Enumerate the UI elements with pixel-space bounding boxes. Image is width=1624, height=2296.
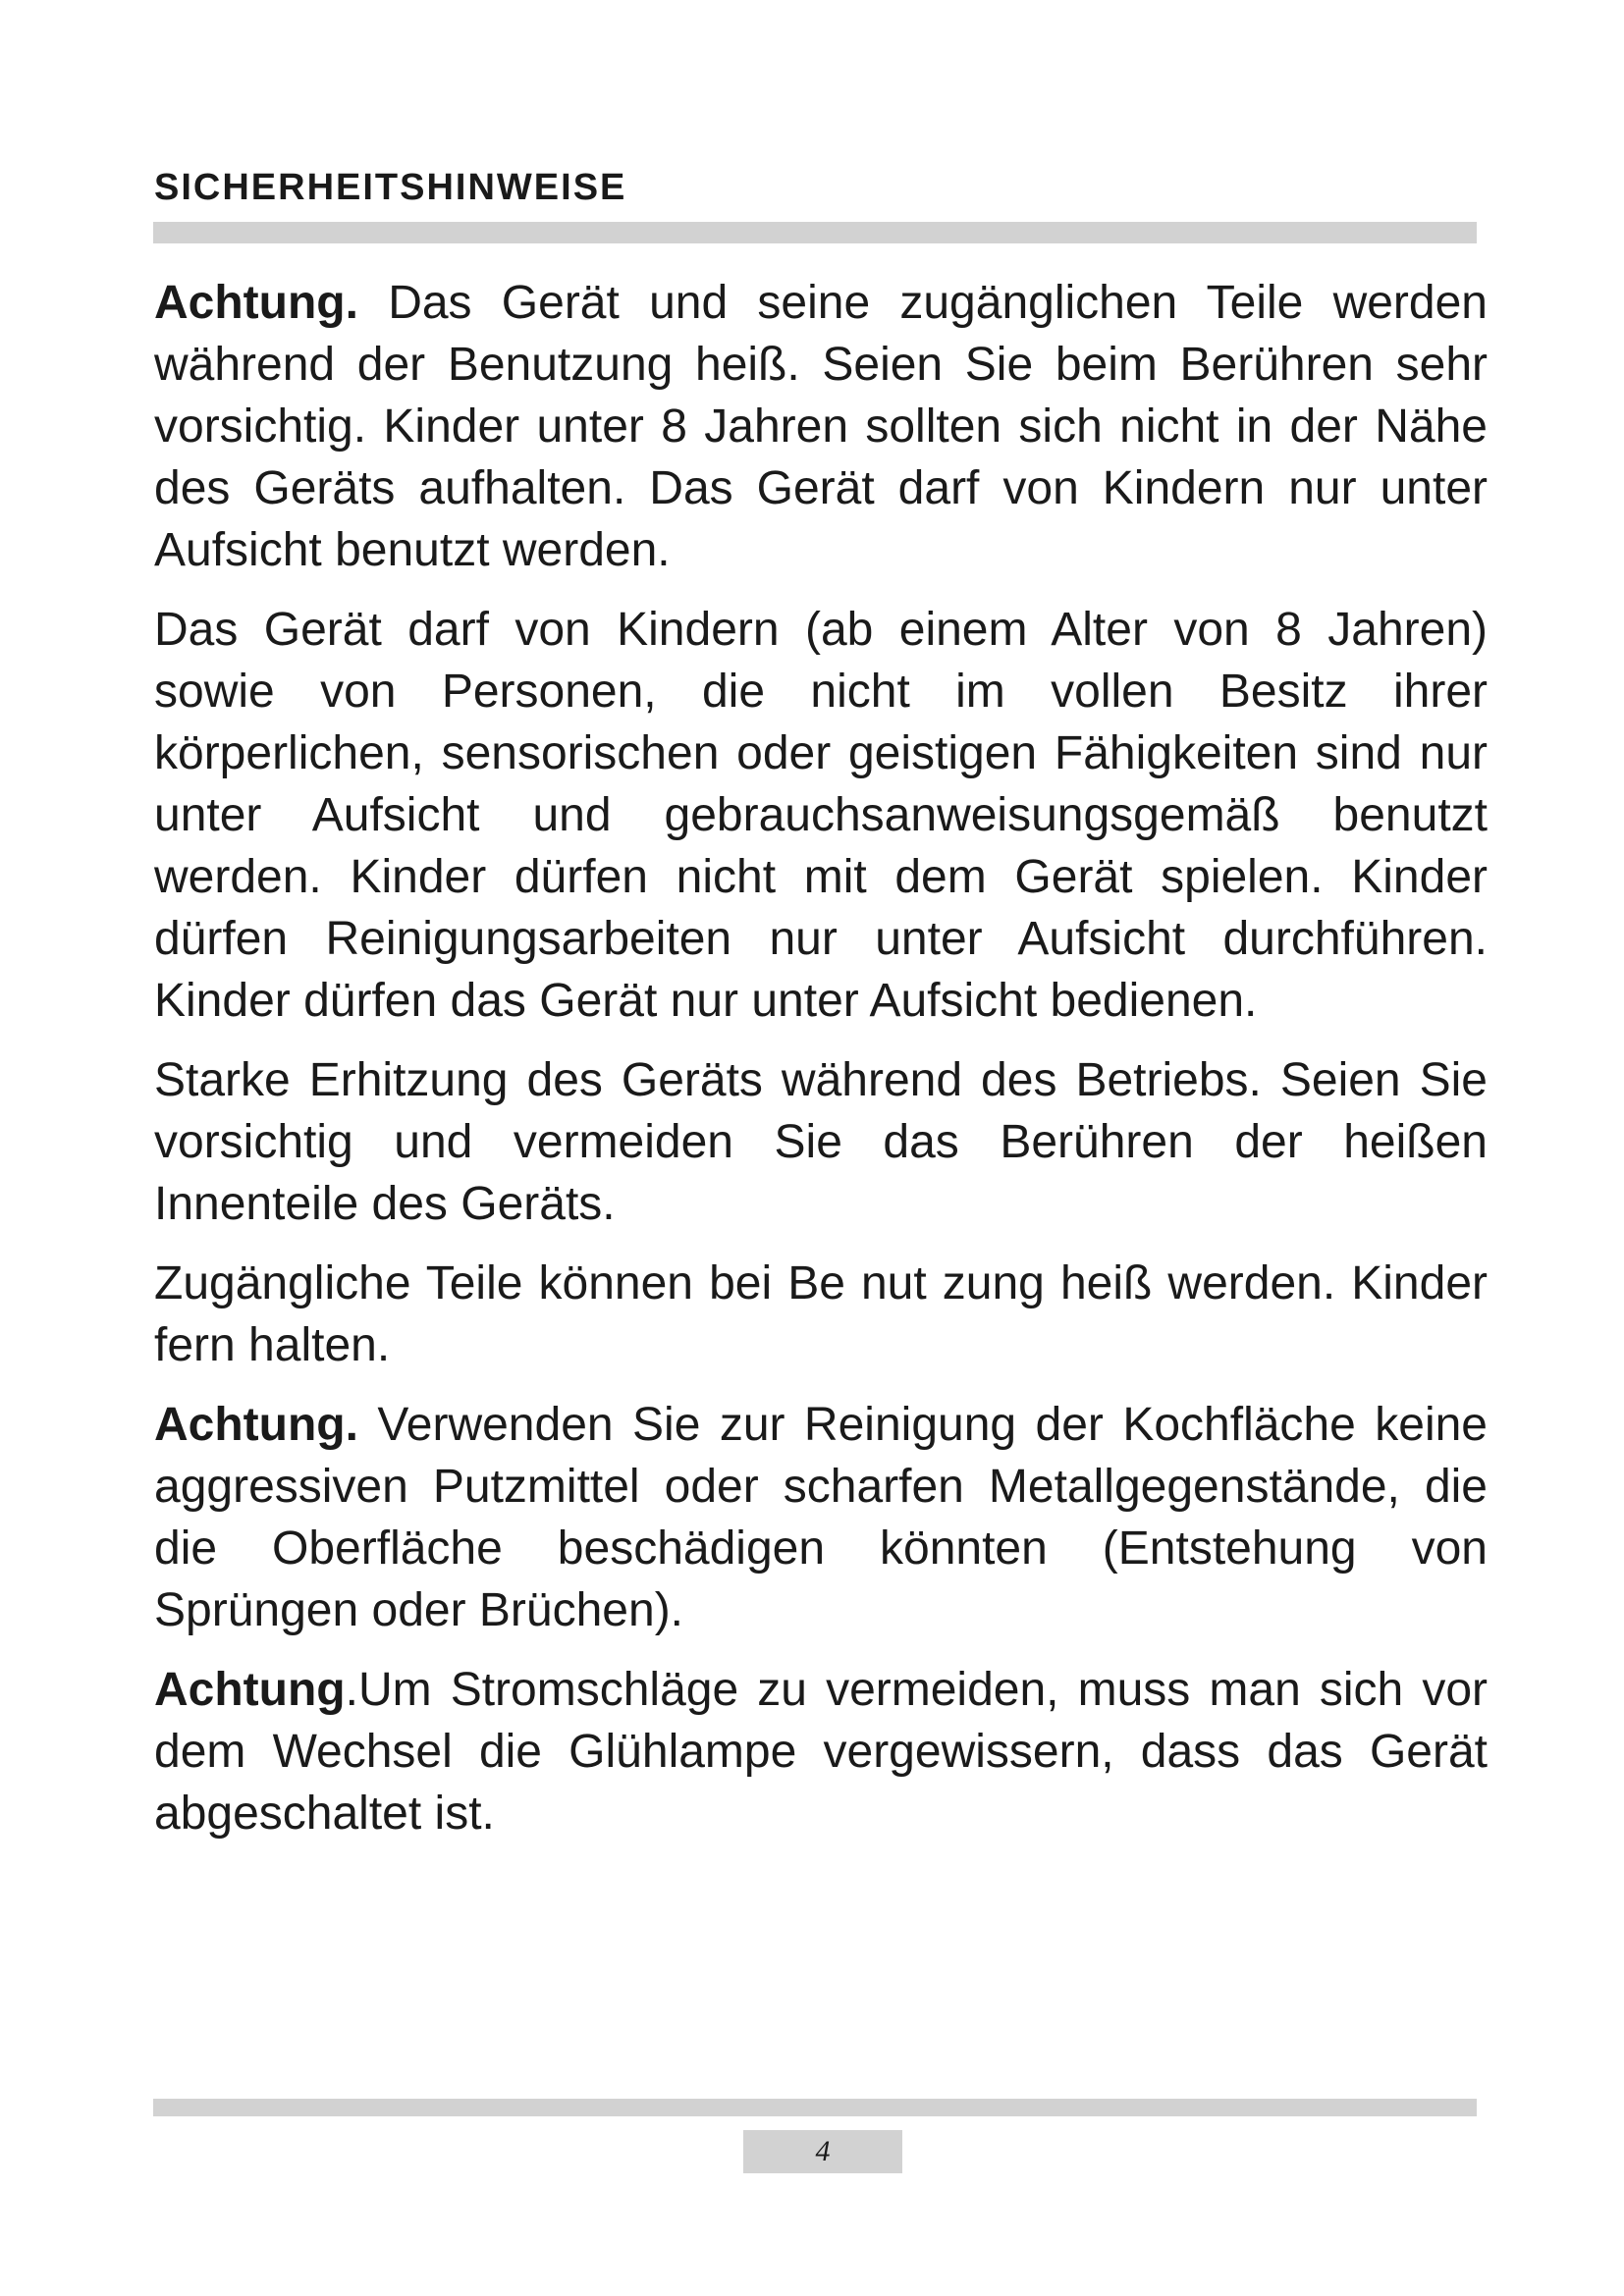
paragraph-text: .Um Stromschläge zu vermeiden, muss man sich vor dem Wechsel die Glühlampe vergewissern, dass das Gerät abgeschaltet ist. (154, 1664, 1488, 1840)
paragraph-lead: Achtung. (154, 277, 358, 329)
page-number: 4 (743, 2130, 902, 2173)
paragraph-warning-hot-parts (154, 272, 1488, 581)
paragraph-text: Starke Erhitzung des Geräts während des Betriebs. Seien Sie vorsichtig und vermeiden Sie das Berühren der heißen Innenteile des Geräts. (154, 1054, 1488, 1230)
paragraph-warning-cleaning (154, 1394, 1488, 1641)
paragraph-accessible-parts (154, 1253, 1488, 1376)
paragraph-text: Das Gerät und seine zugänglichen Teile werden während der Benutzung heiß. Seien Sie beim Berühren sehr vorsichtig. Kinder unter 8 Jahren sollten sich nicht in der Nähe des Geräts aufhalten. Das Gerät darf von Kindern nur unter Aufsicht benutzt werden. (154, 277, 1488, 576)
paragraph-warning-electric-shock (154, 1659, 1488, 1844)
footer-divider (153, 2099, 1477, 2116)
paragraph-lead: Achtung. (154, 1399, 358, 1451)
paragraph-heating (154, 1049, 1488, 1235)
paragraph-text: Das Gerät darf von Kindern (ab einem Alter von 8 Jahren) sowie von Personen, die nicht im vollen Besitz ihrer körperlichen, sensorischen oder geistigen Fähigkeiten sind nur unter Aufsicht und gebrauchsanweisungsgemäß benutzt werden. Kinder dürfen nicht mit dem Gerät spielen. Kinder dürfen Reinigungsarbeiten nur unter Aufsicht durchführen. Kinder dürfen das Gerät nur unter Aufsicht bedienen. (154, 604, 1488, 1027)
safety-instructions (154, 272, 1488, 1862)
header-divider (153, 222, 1477, 243)
paragraph-children-usage (154, 599, 1488, 1032)
section-title: SICHERHEITSHINWEISE (154, 167, 627, 208)
paragraph-text: Verwenden Sie zur Reinigung der Kochfläche keine aggressiven Putzmittel oder scharfen Metallgegenstände, die die Oberfläche beschädigen könnten (Entstehung von Sprüngen oder Brüchen). (154, 1399, 1488, 1636)
paragraph-text: Zugängliche Teile können bei Be nut zung heiß werden. Kinder fern halten. (154, 1257, 1488, 1371)
paragraph-lead: Achtung (154, 1664, 346, 1716)
